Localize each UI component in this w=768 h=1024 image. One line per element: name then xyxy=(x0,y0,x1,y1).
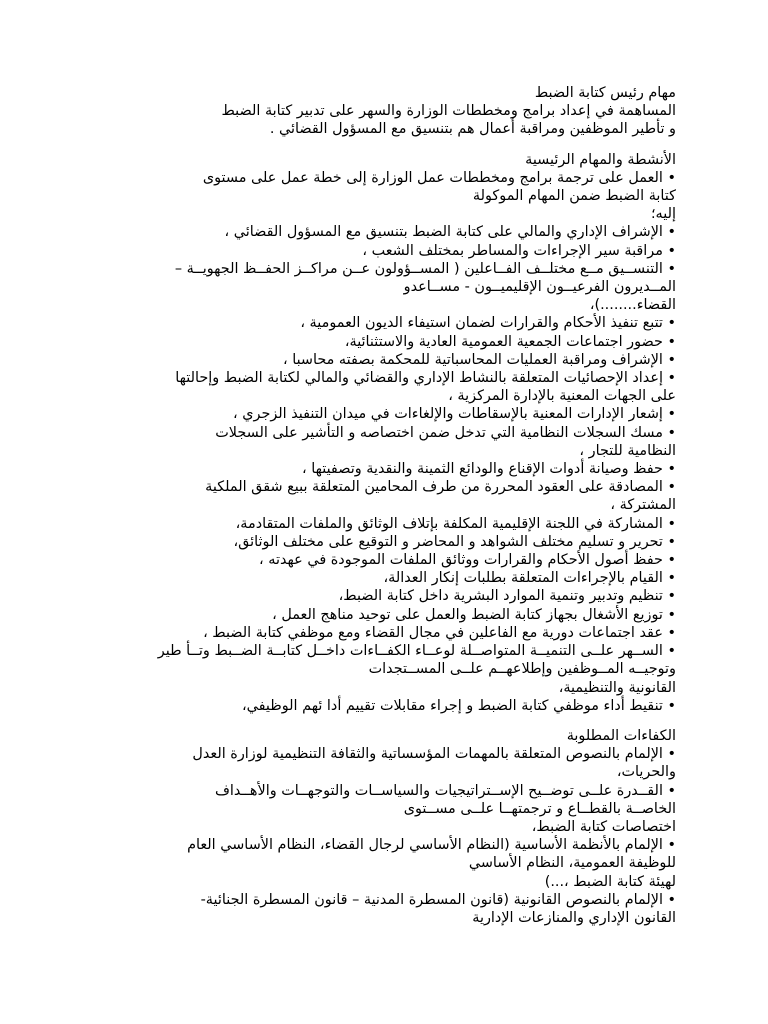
document-title: مهام رئيس كتابة الضبط xyxy=(534,85,676,101)
section-gap xyxy=(80,715,676,727)
skill-line: • القــدرة علــى توضــيح الإســتراتيجيات والسياســات والتوجهــات والأهــداف xyxy=(215,782,676,799)
activity-line: على الجهات المعنية بالإدارة المركزية ، xyxy=(448,388,676,405)
skill-line: لهيئة كتابة الضبط ،...) xyxy=(544,873,676,890)
section-gap xyxy=(80,139,676,151)
activity-line: • إشعار الإدارات المعنية بالإسقاطات والإلغاءات في ميدان التنفيذ الزجري ، xyxy=(233,406,676,423)
activity-line: • توزيع الأشغال بجهاز كتابة الضبط والعمل على توحيد مناهج العمل ، xyxy=(272,606,676,623)
activity-line: النظامية للتجار ، xyxy=(579,442,676,459)
activity-line: • العمل على ترجمة برامج ومخططات عمل الوزارة إلى خطة عمل على مستوى xyxy=(202,169,676,186)
skill-line: • الإلمام بالنصوص القانونية (قانون المسطرة المدنية – قانون المسطرة الجنائية- xyxy=(200,891,676,908)
skill-line: اختصاصات كتابة الضبط، xyxy=(531,818,676,835)
activity-line: إليه؛ xyxy=(650,206,676,223)
activity-line: • حضور اجتماعات الجمعية العمومية العادية والاستثنائية، xyxy=(344,333,676,350)
activity-line: • عقد اجتماعات دورية مع الفاعلين في مجال القضاء ومع موظفي كتابة الضبط ، xyxy=(203,624,676,641)
activity-line: • حفظ وصيانة أدوات الإقناع والودائع الثمينة والنقدية وتصفيتها ، xyxy=(302,461,676,478)
skills-heading: الكفاءات المطلوبة xyxy=(566,727,676,744)
activity-line: وتوجيــه المــوظفين وإطلاعهــم علــى المســتجدات xyxy=(368,661,676,678)
activity-line: القضاء........)، xyxy=(589,297,676,314)
activity-line: • إعداد الإحصائيات المتعلقة بالنشاط الإداري والقضائي والمالي لكتابة الضبط وإحالتها xyxy=(175,370,676,387)
activity-line: • الإشراف ومراقبة العمليات المحاسباتية للمحكمة بصفته محاسبا ، xyxy=(282,351,676,368)
activity-line: • المشاركة في اللجنة الإقليمية المكلفة بإتلاف الوثائق والملفات المتقادمة، xyxy=(235,515,676,532)
activity-line: القانونية والتنظيمية، xyxy=(558,679,676,696)
activity-line: • التنســيق مــع مختلــف الفــاعلين ( المســؤولون عــن مراكــز الحفــظ الجهويــة – xyxy=(174,260,676,277)
activity-line: المــديرون الفرعيــون الإقليميــون - مســاعدو xyxy=(403,279,676,296)
activity-line: • مسك السجلات النظامية التي تدخل ضمن اختصاصه و التأشير على السجلات xyxy=(215,424,676,441)
intro-line: المساهمة في إعداد برامج ومخططات الوزارة والسهر على تدبير كتابة الضبط xyxy=(221,103,676,120)
skill-line: والحريات، xyxy=(616,764,676,781)
activity-line: • تنظيم وتدبير وتنمية الموارد البشرية داخل كتابة الضبط، xyxy=(338,588,676,605)
activities-heading: الأنشطة والمهام الرئيسية xyxy=(525,151,676,168)
activity-line: • القيام بالإجراءات المتعلقة بطلبات إنكار العدالة، xyxy=(383,570,676,587)
document-page xyxy=(80,84,676,927)
activity-line: • تحرير و تسليم مختلف الشواهد و المحاضر و التوقيع على مختلف الوثائق، xyxy=(233,533,676,550)
activity-line: • الســهر علــى التنميــة المتواصــلة لوعــاء الكفــاءات داخــل كتابــة الضــبط وتــأ طير xyxy=(157,643,676,660)
activity-line: • الإشراف الإداري والمالي على كتابة الضبط بتنسيق مع المسؤول القضائي ، xyxy=(224,224,676,241)
activity-line: • المصادقة على العقود المحررة من طرف المحامين المتعلقة ببيع شقق الملكية xyxy=(205,479,676,496)
skill-line: القانون الإداري والمنازعات الإدارية xyxy=(472,909,676,926)
skill-line: • الإلمام بالنصوص المتعلقة بالمهمات المؤسساتية والثقافة التنظيمية لوزارة العدل xyxy=(192,746,676,763)
activity-line: المشتركة ، xyxy=(610,497,676,514)
activity-line: • مراقبة سير الإجراءات والمساطر بمختلف الشعب ، xyxy=(362,242,676,259)
intro-line: و تأطير الموظفين ومراقبة أعمال هم بتنسيق مع المسؤول القضائي . xyxy=(269,121,676,138)
skill-line: • الإلمام بالأنظمة الأساسية (النظام الأساسي لرجال القضاء، النظام الأساسي العام xyxy=(187,837,676,854)
activity-line: • تنقيط أداء موظفي كتابة الضبط و إجراء مقابلات تقييم أدا ئهم الوظيفي، xyxy=(242,697,676,714)
activity-line: • تتبع تنفيذ الأحكام والقرارات لضمان استيفاء الديون العمومية ، xyxy=(300,315,676,332)
activity-line: • حفظ أصول الأحكام والقرارات ووثائق الملفات الموجودة في عهدته ، xyxy=(259,552,676,569)
skill-line: الخاصــة بالقطــاع و ترجمتهــا علــى مســتوى xyxy=(403,800,676,817)
activity-line: كتابة الضبط ضمن المهام الموكولة xyxy=(472,188,676,205)
skill-line: للوظيفة العمومية، النظام الأساسي xyxy=(468,855,676,872)
